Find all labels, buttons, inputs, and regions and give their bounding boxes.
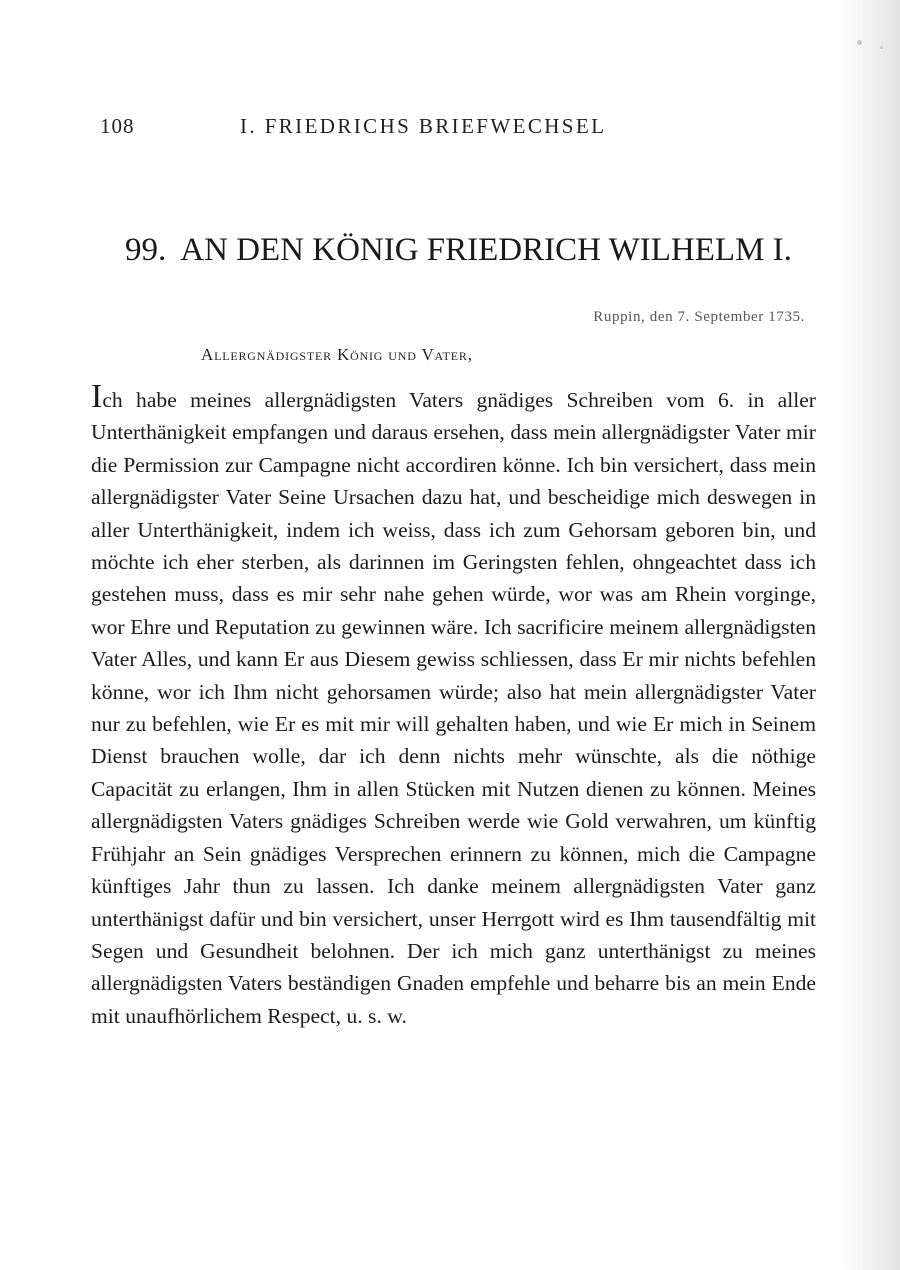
page-number: 108 — [100, 114, 135, 138]
running-head — [100, 114, 700, 144]
dateline: Ruppin, den 7. September 1735. — [593, 309, 805, 325]
paper-speck — [880, 46, 883, 49]
letter-heading — [125, 232, 825, 269]
body-paragraph: Ich habe meines allergnädigsten Vaters gnädiges Schreiben vom 6. in aller Unterthänigkeit empfangen und daraus ersehen, dass mein allergnädigster Vater mir die Permission zur Campagne nicht accordiren könne. Ich bin versichert, dass mein allergnädigster Vater Seine Ursachen dazu hat, und bescheidige mich deswegen in aller Unterthänigkeit, indem ich weiss, dass ich zum Gehorsam geboren bin, und möchte ich eher sterben, als darinnen im Geringsten fehlen, ohngeachtet dass ich gestehen muss, dass es mir sehr nahe gehen würde, wor was am Rhein vorginge, wor Ehre und Reputation zu gewinnen wäre. Ich sacrificire meinem allergnädigsten Vater Alles, und kann Er aus Diesem gewiss schliessen, dass Er mir nichts befehlen könne, wor ich Ihm nicht gehorsamen würde; also hat mein allergnädigster Vater nur zu befehlen, wie Er es mit mir will gehalten haben, und wie Er mich in Seinem Dienst brauchen wolle, dar ich denn nichts mehr wünschte, als die nöthige Capacität zu erlangen, Ihm in allen Stücken mit Nutzen dienen zu können. Meines allergnädigsten Vaters gnädiges Schreiben werde wie Gold verwahren, um künftig Frühjahr an Sein gnädiges Versprechen erinnern zu können, mich die Campagne künftiges Jahr thun zu lassen. Ich danke meinem allergnädigsten Vater ganz unterthänigst dafür und bin versichert, unser Herrgott wird es Ihm tausendfältig mit Segen und Gesundheit belohnen. Der ich mich ganz unterthänigst zu meines allergnädigsten Vaters beständigen Gnaden empfehle und beharre bis an mein Ende mit unaufhörlichem Respect, u. s. w. — [91, 378, 816, 1028]
letter-body — [91, 378, 816, 1032]
paper-speck — [857, 40, 862, 45]
running-title: I. FRIEDRICHS BRIEFWECHSEL — [240, 114, 607, 138]
letter-title: AN DEN KÖNIG FRIEDRICH WILHELM I. — [180, 232, 792, 268]
letter-number: 99. — [125, 232, 167, 268]
salutation: Allergnädigster König und Vater, — [201, 345, 473, 364]
